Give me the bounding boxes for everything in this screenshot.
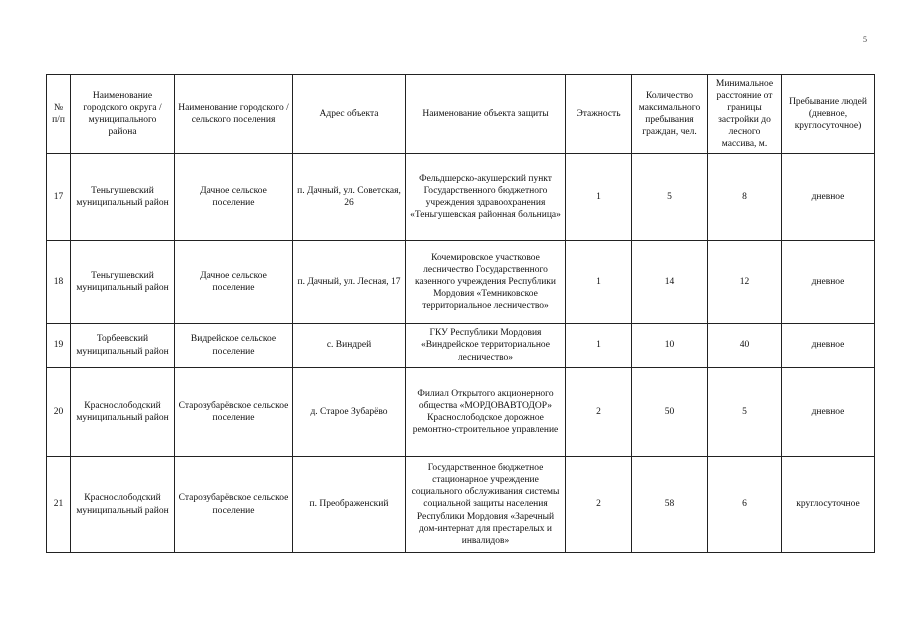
header-settlement: Наименование городского / сельского поселения — [175, 75, 293, 154]
cell-number: 17 — [47, 154, 71, 241]
cell-capacity: 10 — [632, 324, 708, 368]
cell-capacity: 14 — [632, 241, 708, 324]
cell-district: Торбеевский муниципальный район — [71, 324, 175, 368]
cell-settlement: Дачное сельское поселение — [175, 241, 293, 324]
table-row — [47, 368, 875, 457]
header-stay: Пребывание людей (дневное, круглосуточное) — [782, 75, 875, 154]
header-number: № п/п — [47, 75, 71, 154]
cell-settlement: Старозубарёвское сельское поселение — [175, 457, 293, 553]
cell-capacity: 58 — [632, 457, 708, 553]
cell-address: д. Старое Зубарёво — [293, 368, 406, 457]
header-address: Адрес объекта — [293, 75, 406, 154]
cell-stay: дневное — [782, 241, 875, 324]
table-row — [47, 241, 875, 324]
cell-floors: 1 — [566, 324, 632, 368]
cell-number: 18 — [47, 241, 71, 324]
cell-address: с. Виндрей — [293, 324, 406, 368]
cell-floors: 1 — [566, 154, 632, 241]
cell-capacity: 5 — [632, 154, 708, 241]
cell-distance: 5 — [708, 368, 782, 457]
cell-distance: 12 — [708, 241, 782, 324]
cell-address: п. Дачный, ул. Лесная, 17 — [293, 241, 406, 324]
cell-settlement: Дачное сельское поселение — [175, 154, 293, 241]
cell-district: Теньгушевский муниципальный район — [71, 241, 175, 324]
header-distance: Минимальное расстояние от границы застройки до лесного массива, м. — [708, 75, 782, 154]
page-number: 5 — [863, 35, 867, 44]
table-row — [47, 324, 875, 368]
cell-district: Краснослободский муниципальный район — [71, 457, 175, 553]
cell-address: п. Дачный, ул. Советская, 26 — [293, 154, 406, 241]
cell-floors: 1 — [566, 241, 632, 324]
cell-stay: дневное — [782, 324, 875, 368]
table-row — [47, 154, 875, 241]
cell-object: Кочемировское участковое лесничество Государственного казенного учреждения Республики Мордовия «Темниковское территориальное лесничество» — [406, 241, 566, 324]
cell-number: 19 — [47, 324, 71, 368]
cell-settlement: Видрейское сельское поселение — [175, 324, 293, 368]
facilities-table — [46, 74, 875, 553]
cell-number: 21 — [47, 457, 71, 553]
table-header-row — [47, 75, 875, 154]
header-floors: Этажность — [566, 75, 632, 154]
cell-stay: круглосуточное — [782, 457, 875, 553]
cell-settlement: Старозубарёвское сельское поселение — [175, 368, 293, 457]
header-district: Наименование городского округа / муниципального района — [71, 75, 175, 154]
cell-stay: дневное — [782, 154, 875, 241]
cell-floors: 2 — [566, 368, 632, 457]
cell-address: п. Преображенский — [293, 457, 406, 553]
cell-floors: 2 — [566, 457, 632, 553]
cell-object: ГКУ Республики Мордовия «Виндрейское территориальное лесничество» — [406, 324, 566, 368]
cell-distance: 40 — [708, 324, 782, 368]
table-row — [47, 457, 875, 553]
cell-stay: дневное — [782, 368, 875, 457]
cell-number: 20 — [47, 368, 71, 457]
cell-capacity: 50 — [632, 368, 708, 457]
cell-object: Государственное бюджетное стационарное учреждение социального обслуживания системы социальной защиты населения Республики Мордовия «Заречный дом-интернат для престарелых и инвалидов» — [406, 457, 566, 553]
cell-distance: 6 — [708, 457, 782, 553]
cell-object: Фельдшерско-акушерский пункт Государственного бюджетного учреждения здравоохранения «Теньгушевская районная больница» — [406, 154, 566, 241]
cell-distance: 8 — [708, 154, 782, 241]
header-capacity: Количество максимального пребывания граждан, чел. — [632, 75, 708, 154]
cell-district: Краснослободский муниципальный район — [71, 368, 175, 457]
header-object: Наименование объекта защиты — [406, 75, 566, 154]
cell-district: Теньгушевский муниципальный район — [71, 154, 175, 241]
cell-object: Филиал Открытого акционерного общества «МОРДОВАВТОДОР» Краснослободское дорожное ремонтно-строительное управление — [406, 368, 566, 457]
